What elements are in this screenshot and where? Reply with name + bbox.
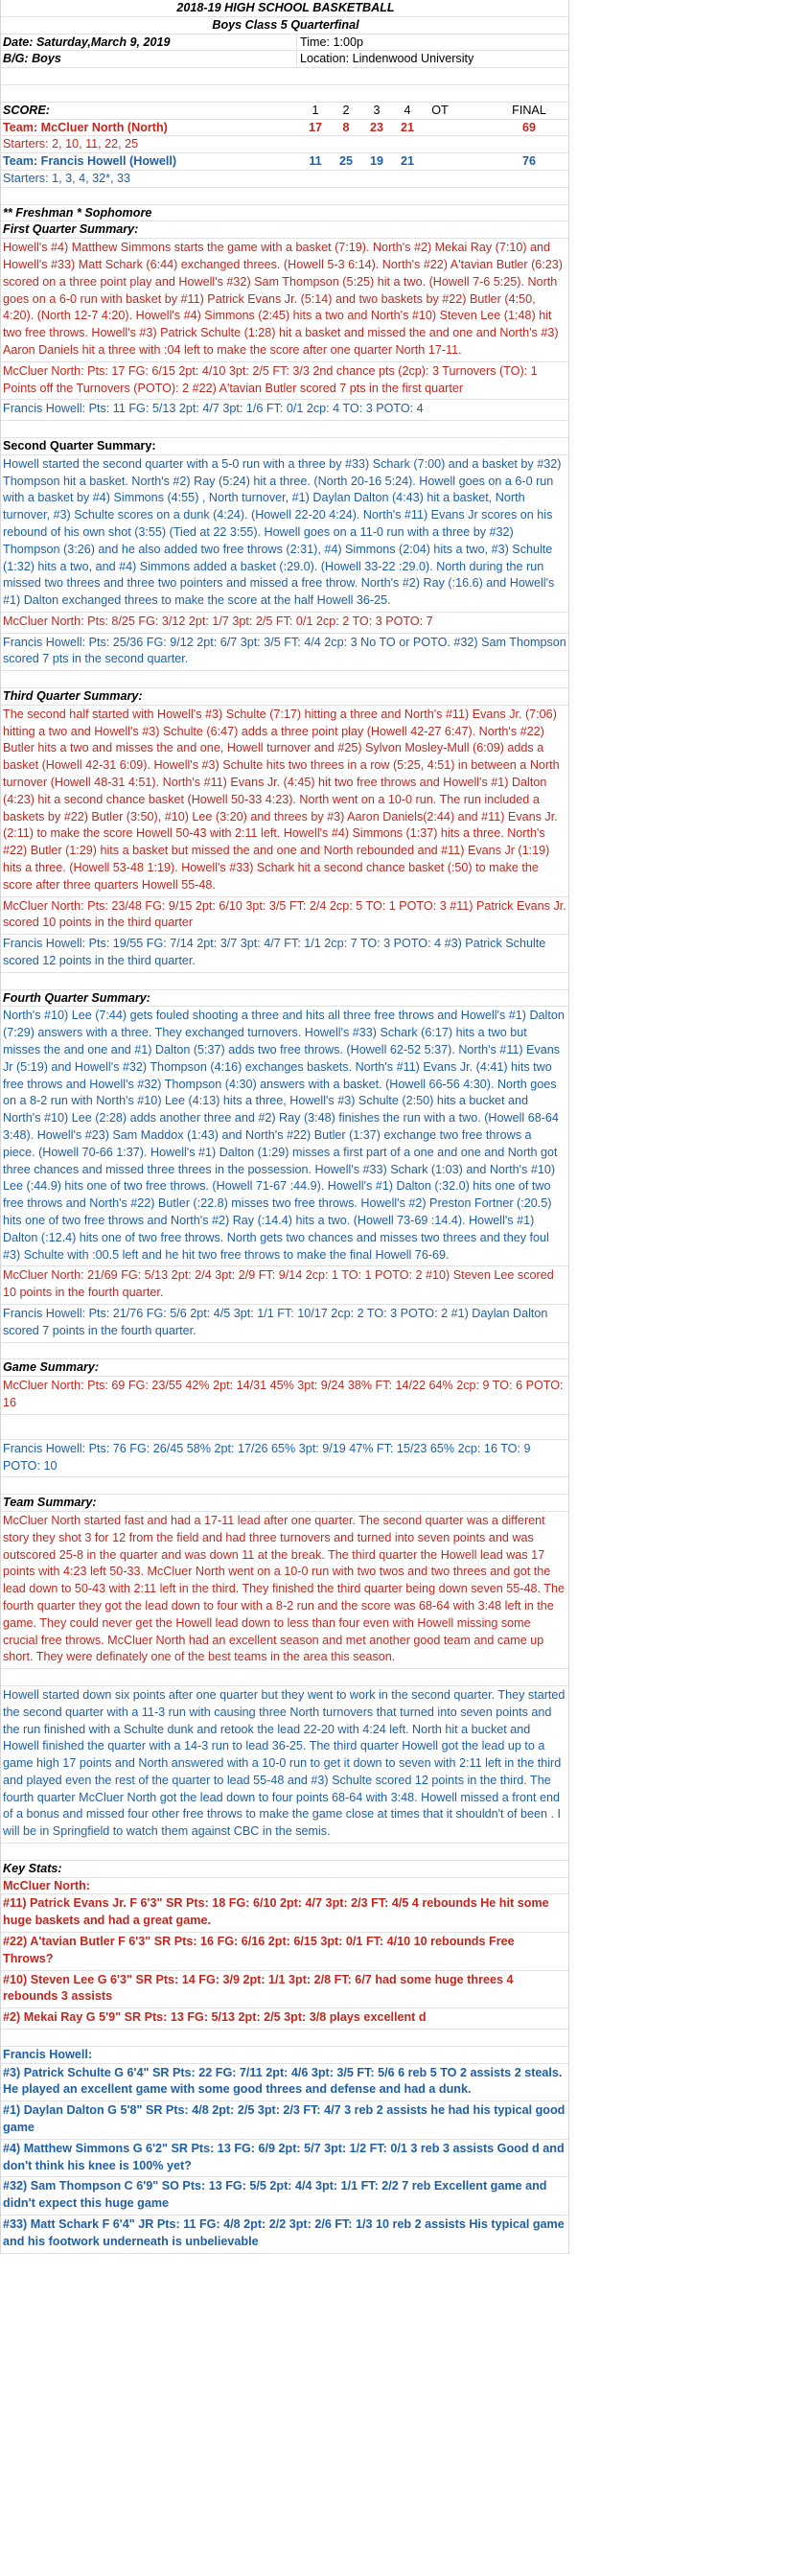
q4-heading: Fourth Quarter Summary:	[3, 990, 150, 1005]
q3-north-stats: McCluer North: Pts: 23/48 FG: 9/15 2pt: 6/10 3pt: 3/5 FT: 2/4 2cp: 5 TO: 1 POTO: 3 #11) Patrick Evans Jr. scored 10 points in the third quarter	[1, 897, 568, 936]
key-player-howell: #33) Matt Schark F 6'4" JR Pts: 11 FG: 4/8 2pt: 2/2 3pt: 2/6 FT: 1/3 10 reb 2 assists His typical game and his footwork underneath is unbelievable	[1, 2216, 568, 2254]
blank-row	[1, 421, 568, 438]
blank-row	[1, 2030, 568, 2047]
game-summary-north: McCluer North: Pts: 69 FG: 23/55 42% 2pt: 14/31 45% 3pt: 9/24 38% FT: 14/22 64% 2cp: 9 TO: 6 POTO: 16	[1, 1377, 568, 1415]
gender: B/G: Boys	[3, 52, 61, 66]
key-player-howell: #4) Matthew Simmons G 6'2" SR Pts: 13 FG: 6/9 2pt: 5/7 3pt: 1/2 FT: 0/1 3 reb 3 assists Good d and don't think his knee is 100% yet?	[1, 2140, 568, 2178]
key-player-north: #11) Patrick Evans Jr. F 6'3" SR Pts: 18 FG: 6/10 2pt: 4/7 3pt: 2/3 FT: 4/5 4 rebounds He hit some huge baskets and had a great game.	[1, 1894, 568, 1933]
q3-summary: The second half started with Howell's #3) Schulte (7:17) hitting a three and North's #11) Evans Jr. (7:06) hitting a two and Howell's #3) Schulte (6:47) adds a three point play (Howell 42-27 6:47). North's #22) Butler hits a two and misses the and one, Howell turnover and #25) Sylvon Mosley-Mull (6:09) adds a basket (Howell 42-31 6:09). Howell's #3) Schulte hits two threes in a row (5:25, 4:51) in between a North turnover (Howell 48-31 4:51). North's #11) Evans Jr. (4:45) hit two free throws and Howell's #1) Dalton (4:23) hit a second chance basket (Howell 50-33 4:23). North went on a 10-0 run. The run included a baskets by #22) Butler (3:50), #10) Lee (3:20) and threes by #3) Aaron Daniels(2:44) and #11) Evans Jr. (2:11) to make the score Howell 50-43 with 2:11 left. Howell's #4) Simmons (1:37) hits a three. North's #22) Butler (1:29) hits a basket but missed the and one and North rebounded and #11) Evans Jr (1:19) hits a three. (Howell 53-48 1:19). Howell's #33) Schark hit a second chance basket (:50) to make the score after three quarters Howell 55-48.	[1, 706, 568, 897]
col-q4: 4	[404, 103, 411, 117]
q3-howell-stats: Francis Howell: Pts: 19/55 FG: 7/14 2pt: 3/7 3pt: 4/7 FT: 1/1 2cp: 7 TO: 3 POTO: 4 #3) Patrick Schulte scored 12 points in the third quarter.	[1, 935, 568, 973]
score-label: SCORE:	[3, 103, 50, 117]
key-player-howell: #3) Patrick Schulte G 6'4" SR Pts: 22 FG: 7/11 2pt: 4/6 3pt: 3/5 FT: 5/6 6 reb 5 TO 2 assists 2 steals. He played an excellent game with some good threes and defense and had a dunk.	[1, 2064, 568, 2102]
team2-q2: 25	[338, 154, 353, 169]
col-final: FINAL	[512, 103, 546, 117]
team2-starters-row	[1, 171, 568, 188]
col-q3: 3	[373, 103, 381, 117]
q4-heading-row	[1, 990, 568, 1008]
q3-heading: Third Quarter Summary:	[3, 689, 143, 704]
team1-starters: Starters: 2, 10, 11, 22, 25	[3, 137, 139, 151]
key-stats-heading: Key Stats:	[3, 1861, 62, 1875]
team1-q3: 23	[369, 120, 383, 134]
col-q2: 2	[342, 103, 350, 117]
team2-name: Team: Francis Howell (Howell)	[3, 154, 177, 169]
team-summary-howell: Howell started down six points after one quarter but they went to work in the second quarter. They started the second quarter with a 11-3 run with causing three North turnovers that turned into seven points and the run finished with a Schulte dunk and retook the lead 22-20 with 4:24 left. North hit a bucket and Howell finished the quarter with a 14-3 run to lead 36-25. The third quarter Howell got the lead up to a game high 17 points and North answered with a 10-0 run to get it down to seven with 2:11 left in the third and played even the rest of the quarter to lead 55-48 and #3) Schulte scored 12 points in the third. The fourth quarter McCluer North got the lead down to four points 68-64 with 3:48. Howell missed a front end of a bonus and missed four other free throws to make the game close at times that it shouldn't of been . I will be in Springfield to watch them against CBC in the semis.	[1, 1686, 568, 1844]
q4-north-stats: McCluer North: 21/69 FG: 5/13 2pt: 2/4 3pt: 2/9 FT: 9/14 2cp: 1 TO: 1 POTO: 2 #10) Steven Lee scored 10 points in the fourth quarter.	[1, 1266, 568, 1305]
key-player-howell: #1) Daylan Dalton G 5'8" SR Pts: 4/8 2pt: 2/5 3pt: 2/3 FT: 4/7 3 reb 2 assists he had his typical good game	[1, 2101, 568, 2140]
q4-howell-stats: Francis Howell: Pts: 21/76 FG: 5/6 2pt: 4/5 3pt: 1/1 FT: 10/17 2cp: 2 TO: 3 POTO: 2 #1) Daylan Dalton scored 7 points in the fourth quarter.	[1, 1305, 568, 1343]
blank-row	[1, 1477, 568, 1495]
date-row	[1, 35, 568, 52]
bg-row	[1, 51, 568, 68]
team2-score-row	[1, 153, 568, 171]
key-stats-howell-team-row	[1, 2047, 568, 2064]
q4-summary: North's #10) Lee (7:44) gets fouled shooting a three and hits all three free throws and Howell's #1) Dalton (7:29) answers with a three. They exchanged turnovers. Howell's #33) Schark (6:17) hits a two but misses the and one and #1) Dalton (5:37) adds two free throws. (Howell 62-52 5:37). North's #11) Evans Jr (5:19) and Howell's #32) Thompson (4:16) exchanges baskets. North's #11) Evans Jr. (4:41) hits two free throws and Howell's #32) Thompson (4:30) answers with a basket. (Howell 66-56 4:30). North goes on a 8-2 run with North's #10) Lee (4:13) hits a three, Howell's #3) Schulte (2:50) hits a bucket and North's #10) Lee (2:28) adds another three and #2) Ray (3:48) finishes the run with a two. (Howell 68-64 3:48). Howell's #23) Sam Maddox (1:43) and North's #22) Butler (1:37) exchange two free throws a piece. (Howell 70-66 1:37). Howell's #1) Dalton (1:29) misses a first part of a one and one and North got three chances and missed three threes in the possession. Howell's #33) Schark (1:03) and North's #10) Lee (:44.9) hits one of two free throws. (Howell 71-67 :44.9). Howell's #1) Dalton (:32.0) hits one of two free throws and North's #22) Butler (:22.8) misses two free throws. Howell's #2) Preston Fortner (:20.5) hits one of two free throws and North's #2) Ray (:14.4) hits a two. (Howell 73-69 :14.4). Howell's #1) Dalton (:12.4) hits one of two free throws. North gets two chances and misses two threes and they foul #3) Schulte with :00.5 left and he hit two free throws to make the final Howell 76-69.	[1, 1007, 568, 1266]
q1-north-stats: McCluer North: Pts: 17 FG: 6/15 2pt: 4/10 3pt: 2/5 FT: 3/3 2nd chance pts (2cp): 3 Turnovers (TO): 1 Points off the Turnovers (POTO): 2 #22) A'tavian Butler scored 7 pts in the first quarter	[1, 362, 568, 401]
game-summary-heading: Game Summary:	[3, 1360, 100, 1375]
key-player-north: #10) Steven Lee G 6'3" SR Pts: 14 FG: 3/9 2pt: 1/1 3pt: 2/8 FT: 6/7 had some huge threes 4 rebounds 3 assists	[1, 1971, 568, 2009]
game-date: Date: Saturday,March 9, 2019	[3, 35, 171, 49]
blank-row	[1, 85, 568, 103]
team1-score-row	[1, 120, 568, 137]
q1-heading-row	[1, 221, 568, 239]
team-summary-north: McCluer North started fast and had a 17-11 lead after one quarter. The second quarter was a different story they shot 3 for 12 from the field and had three turnovers and turned into seven points and was outscored 25-8 in the quarter and was down 11 at the break. The third quarter the Howell lead was 17 points with 4:23 left 50-33. McCluer North went on a 10-0 run with two twos and two threes and got the lead down to 50-43 with 2:11 left in the third. They finished the third quarter being down seven 55-48. The fourth quarter they got the lead down to four with a 8-2 run and the score was 68-64 with 3:48 left in the game. They could never get the Howell lead down to less than four even with Howell missing some crucial free throws. McCluer North had an excellent season and met another good team and came up short. They were definately one of the best teams in the area this season.	[1, 1512, 568, 1669]
team2-final: 76	[521, 154, 536, 169]
game-location: Location: Lindenwood University	[300, 52, 474, 66]
team1-name: Team: McCluer North (North)	[3, 120, 168, 134]
team2-ot	[423, 153, 455, 170]
q1-howell-stats: Francis Howell: Pts: 11 FG: 5/13 2pt: 4/7 3pt: 1/6 FT: 0/1 2cp: 4 TO: 3 POTO: 4	[1, 400, 568, 421]
key-stats-north-team-row	[1, 1878, 568, 1895]
key-player-north: #22) A'tavian Butler F 6'3" SR Pts: 16 FG: 6/16 2pt: 6/15 3pt: 0/1 FT: 4/10 10 rebounds Free Throws?	[1, 1933, 568, 1971]
team1-final: 69	[521, 120, 536, 134]
team2-q1: 11	[309, 154, 322, 169]
blank-row	[1, 188, 568, 205]
key-player-north: #2) Mekai Ray G 5'9" SR Pts: 13 FG: 5/13 2pt: 2/5 3pt: 3/8 plays excellent d	[1, 2008, 568, 2030]
blank-row	[1, 973, 568, 990]
team2-q3: 19	[369, 154, 383, 169]
blank-row	[1, 68, 568, 85]
game-summary-howell: Francis Howell: Pts: 76 FG: 26/45 58% 2pt: 17/26 65% 3pt: 9/19 47% FT: 15/23 65% 2cp: 16 TO: 9 POTO: 10	[1, 1440, 568, 1478]
q2-north-stats: McCluer North: Pts: 8/25 FG: 3/12 2pt: 1/7 3pt: 2/5 FT: 0/1 2cp: 2 TO: 3 POTO: 7	[1, 613, 568, 634]
score-header-row	[1, 103, 568, 120]
page-subtitle: Boys Class 5 Quarterfinal	[212, 17, 359, 32]
q2-summary: Howell started the second quarter with a 5-0 run with a three by #33) Schark (7:00) and a basket by #32) Thompson hit a basket. North's #2) Ray (5:24) hit a three. (North 20-16 5:24). Howell goes on a 6-0 run with a basket by #4) Simmons (4:55) , North turnover, #1) Daylan Dalton (4:43) hit a basket, North turnover, #3) Schulte scores on a dunk (4:24). (Howell 22-20 4:24). North's #11) Evans Jr scores on his rebound of his own shot (3:55) (Tied at 22 3:55). Howell goes on a 11-0 run with a three by #32) Thompson (3:26) and he also added two free throws (2:31), #4) Simmons (2:04) hits a two, #3) Schulte (1:32) hits a two, and #4) Simmons added a basket (:29.0). (Howell 33-22 :29.0). North during the run missed two threes and three two pointers and missed a free throw. North's #2) Ray (:16.6) and Howell's #1) Dalton exchanged threes to make the score at the half Howell 36-25.	[1, 455, 568, 613]
key-stats-heading-row	[1, 1861, 568, 1878]
blank-row	[1, 1343, 568, 1360]
blank-row	[1, 1415, 568, 1440]
legend-row	[1, 205, 568, 222]
q2-heading: Second Quarter Summary:	[3, 438, 156, 453]
subtitle-row	[1, 17, 568, 35]
team1-ot	[423, 120, 455, 136]
page-title: 2018-19 HIGH SCHOOL BASKETBALL	[176, 1, 395, 14]
game-time: Time: 1:00p	[300, 35, 364, 49]
q3-heading-row	[1, 688, 568, 706]
key-stats-howell-team: Francis Howell:	[3, 2047, 93, 2061]
title-row	[1, 0, 568, 17]
blank-row	[1, 1844, 568, 1861]
team2-q4: 21	[400, 154, 414, 169]
q1-summary: Howell's #4) Matthew Simmons starts the game with a basket (7:19). North's #2) Mekai Ray (7:10) and Howell's #33) Matt Schark (6:44) exchanged threes. (Howell 5-3 6:14). North's #22) A'tavian Butler (6:23) scored on a three point play and Howell's #32) Sam Thompson (5:25) hit a two. (Howell 7-6 5:25). North goes on a 6-0 run with basket by #11) Patrick Evans Jr. (5:14) and two baskets by #22) Butler (4:50, 4:20). (North 12-7 4:20). Howell's #4) Simmons (2:45) hits a two and North's #10) Steven Lee (1:48) hit two free throws. Howell's #3) Patrick Schulte (1:28) hit a basket and missed the and one and North's #3) Aaron Daniels hit a three with :04 left to make the score after one quarter North 17-11.	[1, 239, 568, 362]
q2-heading-row	[1, 438, 568, 455]
team1-q2: 8	[342, 120, 350, 134]
team1-starters-row	[1, 136, 568, 153]
team1-q4: 21	[400, 120, 414, 134]
col-ot: OT	[431, 103, 449, 117]
q2-howell-stats: Francis Howell: Pts: 25/36 FG: 9/12 2pt: 6/7 3pt: 3/5 FT: 4/4 2cp: 3 No TO or POTO. #32) Sam Thompson scored 7 pts in the second quarter.	[1, 634, 568, 672]
blank-row	[1, 1669, 568, 1686]
blank-row	[1, 671, 568, 688]
key-player-howell: #32) Sam Thompson C 6'9" SO Pts: 13 FG: 5/5 2pt: 4/4 3pt: 1/1 FT: 2/2 7 reb Excellent game and didn't expect this huge game	[1, 2177, 568, 2216]
q1-heading: First Quarter Summary:	[3, 222, 139, 237]
class-legend: ** Freshman * Sophomore	[3, 205, 152, 220]
team-summary-heading: Team Summary:	[3, 1496, 97, 1510]
game-summary-heading-row	[1, 1359, 568, 1377]
team2-starters: Starters: 1, 3, 4, 32*, 33	[3, 171, 131, 185]
team-summary-heading-row	[1, 1495, 568, 1512]
key-stats-north-team: McCluer North:	[3, 1878, 90, 1892]
team1-q1: 17	[308, 120, 322, 134]
col-q1: 1	[312, 103, 319, 117]
